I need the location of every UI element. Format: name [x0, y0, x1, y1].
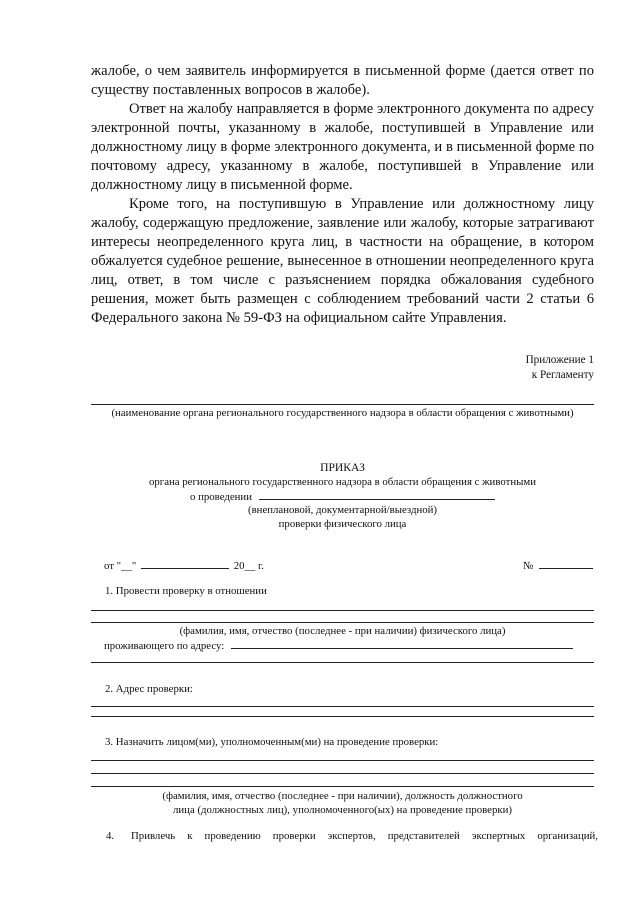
paragraph-response-info: жалобе, о чем заявитель информируется в письменной форме (дается ответ по существу поставленных вопросов в жалобе). [91, 63, 594, 98]
item-1-line-2 [91, 622, 594, 623]
appendix-number: Приложение 1 [525, 354, 594, 366]
order-type-caption: (внеплановой, документарной/выездной) [247, 504, 438, 516]
order-number-blank [539, 558, 593, 569]
residing-line-2 [91, 662, 594, 663]
appendix-regulation: к Регламенту [531, 369, 594, 381]
order-title: ПРИКАЗ [320, 461, 365, 474]
item-2-line-2 [91, 716, 594, 717]
item-4-number: 4. [106, 830, 115, 842]
person-caption: (фамилия, имя, отчество (последнее - при наличии) физического лица) [179, 625, 506, 637]
official-caption-line-1: (фамилия, имя, отчество (последнее - при наличии), должность должностного [162, 790, 523, 802]
body-text-block [91, 62, 594, 328]
authority-caption: (наименование органа регионального государственного надзора в области обращения с животными) [111, 407, 574, 419]
item-4-text: Привлечь к проведению проверки экспертов, представителей экспертных организаций, [131, 830, 598, 842]
appendix-header [526, 353, 594, 383]
item-2-line-1 [91, 706, 594, 707]
order-date-prefix: от "__" [104, 560, 137, 572]
paragraph-public-posting: Кроме того, на поступившую в Управление или должностному лицу жалобу, содержащую предложение, заявление или жалобу, которые затрагивают интересы неопределенного круга лиц, в частности на обращение, в котором обжалуется судебное решение, вынесенное в отношении неопределенного круга лиц, ответ, в том числе с разъяснением порядка обжалования судебного решения, может быть размещен с соблюдением требований части 2 статьи 6 Федерального закона № 59-ФЗ на официальном сайте Управления. [91, 196, 594, 326]
item-3-line-3 [91, 786, 594, 787]
official-caption-line-2: лица (должностных лиц), уполномоченного(ых) на проведение проверки) [173, 804, 512, 816]
item-2-label: 2. Адрес проверки: [105, 683, 193, 695]
paragraph-electronic-response: Ответ на жалобу направляется в форме электронного документа по адресу электронной почты, указанному в жалобе, поступившей в Управление или должностному лицу в форме электронного документа, и в письменной форме по почтовому адресу, указанному в жалобе, поступившей в Управление или должностному лицу в письменной форме. [91, 101, 594, 193]
item-1-label: 1. Провести проверку в отношении [105, 585, 267, 597]
item-3-line-2 [91, 773, 594, 774]
order-date-row [104, 558, 304, 573]
authority-name-line [91, 404, 594, 405]
item-3-label: 3. Назначить лицом(ми), уполномоченным(ми) на проведение проверки: [105, 736, 439, 748]
order-about-row [190, 489, 510, 504]
residing-label: проживающего по адресу: [104, 640, 225, 652]
order-check-of: проверки физического лица [278, 518, 407, 530]
residing-blank [231, 638, 573, 649]
residing-row [104, 638, 599, 653]
item-3-line-1 [91, 760, 594, 761]
order-month-blank [141, 558, 229, 569]
order-date-year: 20__ г. [233, 560, 264, 572]
order-number-row [523, 558, 598, 573]
order-subtitle: органа регионального государственного надзора в области обращения с животными [149, 476, 536, 488]
order-number-label: № [523, 560, 534, 572]
order-about-label: о проведении [190, 491, 252, 503]
item-1-line-1 [91, 610, 594, 611]
order-type-blank [259, 489, 495, 500]
